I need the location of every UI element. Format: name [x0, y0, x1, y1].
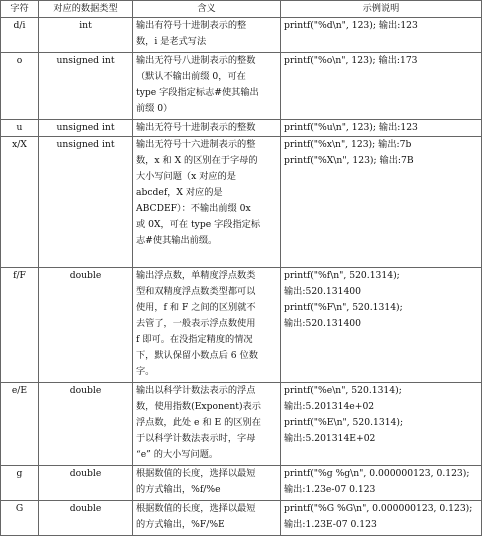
- example-line: printf("%x\n", 123); 输出:7b: [284, 139, 412, 150]
- meaning-line: 输出无符号八进制表示的整数: [136, 55, 256, 66]
- meaning-cell: [133, 501, 281, 536]
- header-data-type: 对应的数据类型: [39, 1, 133, 18]
- table-row: [1, 137, 482, 268]
- table-row: [1, 466, 482, 501]
- format-char-cell: e/E: [1, 383, 39, 466]
- example-cell: [281, 137, 482, 268]
- example-line: 输出:520.131400: [284, 286, 361, 297]
- meaning-cell: [133, 137, 281, 268]
- meaning-cell: [133, 120, 281, 137]
- meaning-cell: [133, 383, 281, 466]
- table-row: [1, 383, 482, 466]
- example-cell: [281, 53, 482, 120]
- meaning-line: 根据数值的长度，选择以最短: [136, 503, 256, 514]
- meaning-cell: [133, 268, 281, 383]
- header-meaning: 含义: [133, 1, 281, 18]
- meaning-line: 字。: [136, 366, 155, 377]
- example-line: 输出:5.201314E+02: [284, 433, 376, 444]
- meaning-cell: [133, 466, 281, 501]
- meaning-line: 输出以科学计数法表示的浮点: [136, 385, 256, 396]
- meaning-line: 下，默认保留小数点后 6 位数: [136, 350, 258, 361]
- data-type-cell: double: [39, 268, 133, 383]
- meaning-line: 输出无符号十六进制表示的整: [136, 139, 256, 150]
- data-type-cell: double: [39, 501, 133, 536]
- meaning-cell: [133, 53, 281, 120]
- format-char-cell: x/X: [1, 137, 39, 268]
- data-type-cell: unsigned int: [39, 137, 133, 268]
- example-line: printf("%G %G\n", 0.000000123, 0.123);: [284, 503, 473, 514]
- meaning-line: 的方式输出，%F/%E: [136, 519, 225, 530]
- example-line: printf("%e\n", 520.1314);: [284, 385, 402, 396]
- example-line: printf("%X\n", 123); 输出:7B: [284, 155, 414, 166]
- example-line: 输出:520.131400: [284, 318, 361, 329]
- example-line: 输出:1.23e-07 0.123: [284, 484, 376, 495]
- example-line: printf("%d\n", 123); 输出:123: [284, 20, 418, 31]
- meaning-line: type 字段指定标志#使其输出: [136, 87, 259, 98]
- data-type-cell: double: [39, 466, 133, 501]
- meaning-line: abcdef，X 对应的是: [136, 187, 223, 198]
- format-char-cell: g: [1, 466, 39, 501]
- meaning-line: 输出浮点数，单精度浮点数类: [136, 270, 256, 281]
- format-char-cell: G: [1, 501, 39, 536]
- meaning-line: 使用，f 和 F 之间的区别就不: [136, 302, 256, 313]
- table-header-row: [1, 1, 482, 18]
- data-type-cell: double: [39, 383, 133, 466]
- example-line: 输出:1.23E-07 0.123: [284, 519, 377, 530]
- meaning-line: 型和双精度浮点数类型都可以: [136, 286, 256, 297]
- example-line: printf("%f\n", 520.1314);: [284, 270, 400, 281]
- table-body: [1, 18, 482, 536]
- meaning-line: “e” 的大小写问题。: [136, 449, 219, 460]
- table-row: [1, 53, 482, 120]
- example-cell: [281, 120, 482, 137]
- meaning-line: ABCDEF）：不输出前缀 0x: [136, 203, 251, 214]
- example-cell: [281, 18, 482, 53]
- format-char-cell: d/i: [1, 18, 39, 53]
- meaning-line: 数，x 和 X 的区别在于字母的: [136, 155, 258, 166]
- example-cell: [281, 268, 482, 383]
- example-line: printf("%E\n", 520.1314);: [284, 417, 404, 428]
- example-line: printf("%F\n", 520.1314);: [284, 302, 403, 313]
- data-type-cell: unsigned int: [39, 120, 133, 137]
- data-type-cell: unsigned int: [39, 53, 133, 120]
- meaning-line: 根据数值的长度，选择以最短: [136, 468, 256, 479]
- meaning-line: 浮点数，此处 e 和 E 的区别在: [136, 417, 261, 428]
- table-row: [1, 120, 482, 137]
- example-line: printf("%o\n", 123); 输出:173: [284, 55, 418, 66]
- data-type-cell: int: [39, 18, 133, 53]
- meaning-line: （默认不输出前缀 0，可在: [136, 71, 246, 82]
- example-cell: [281, 501, 482, 536]
- example-line: printf("%u\n", 123); 输出:123: [284, 122, 418, 133]
- meaning-line: 输出有符号十进制表示的整: [136, 20, 247, 31]
- meaning-line: 数，使用指数(Exponent)表示: [136, 401, 261, 412]
- meaning-line: 大小写问题（x 对应的是: [136, 171, 236, 182]
- meaning-line: 去管了，一般表示浮点数使用: [136, 318, 256, 329]
- header-char: 字符: [1, 1, 39, 18]
- meaning-line: 志#使其输出前缀。: [136, 235, 218, 246]
- header-example: 示例说明: [281, 1, 482, 18]
- example-line: printf("%g %g\n", 0.000000123, 0.123);: [284, 468, 470, 479]
- meaning-line: 输出无符号十进制表示的整数: [136, 122, 256, 133]
- meaning-cell: [133, 18, 281, 53]
- meaning-line: 于以科学计数法表示时，字母: [136, 433, 256, 444]
- example-cell: [281, 383, 482, 466]
- table-row: [1, 18, 482, 53]
- example-line: 输出:5.201314e+02: [284, 401, 375, 412]
- example-cell: [281, 466, 482, 501]
- meaning-line: 数，i 是老式写法: [136, 36, 207, 47]
- meaning-line: 前缀 0）: [136, 103, 173, 114]
- format-char-cell: o: [1, 53, 39, 120]
- meaning-line: 或 0X，可在 type 字段指定标: [136, 219, 261, 230]
- table-row: [1, 268, 482, 383]
- format-char-cell: u: [1, 120, 39, 137]
- meaning-line: 的方式输出，%f/%e: [136, 484, 221, 495]
- meaning-line: f 即可。在没指定精度的情况: [136, 334, 253, 345]
- table-row: [1, 501, 482, 536]
- format-char-cell: f/F: [1, 268, 39, 383]
